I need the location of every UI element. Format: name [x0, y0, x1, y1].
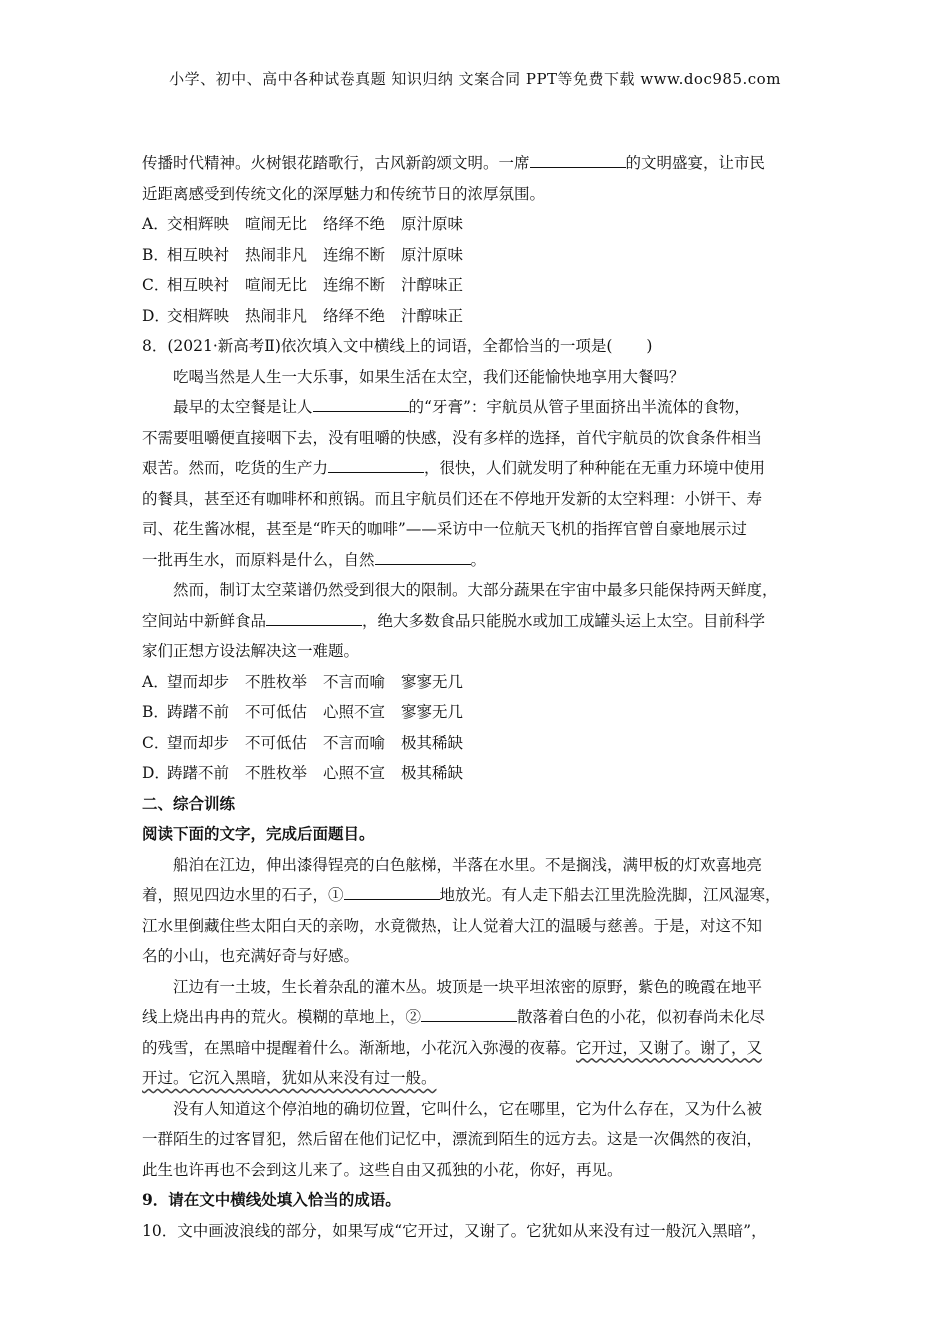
text-segment: ，绝大多数食品只能脱水或加工成罐头运上太空。目前科学: [362, 611, 766, 630]
option-word: 热闹非凡: [245, 306, 308, 325]
passage-para-3-line-3: 此生也许再也不会到这儿来了。这些自由又孤独的小花，你好，再见。: [142, 1160, 623, 1179]
q8-para-2-line-5: 司、花生酱冰棍，甚至是“昨天的咖啡”——采访中一位航天飞机的指挥官曾自豪地展示过: [142, 520, 747, 538]
text-segment: ，很快，人们就发明了种种能在无重力环境中使用: [424, 459, 766, 477]
option-word: 踌躇不前: [167, 703, 230, 721]
option-word: 望而却步: [167, 733, 230, 752]
text-segment: 艰苦。然而，吃货的生产力: [142, 459, 329, 477]
q7-option-a: [142, 209, 822, 240]
option-word: 喧闹无比: [245, 215, 308, 233]
q8-option-d: [142, 758, 822, 789]
text-segment: 空间站中新鲜食品: [142, 611, 267, 630]
reading-instruction: 阅读下面的文字，完成后面题目。: [142, 824, 375, 843]
option-word: 不言而喻: [323, 733, 386, 752]
option-label: D．: [142, 764, 170, 782]
option-label: C．: [142, 733, 170, 752]
option-word: 络绎不绝: [323, 215, 386, 233]
q8-options: [142, 667, 822, 789]
text-segment: 的“牙膏”：宇航员从管子里面挤出半流体的食物，: [408, 398, 750, 416]
passage-para-3-line-2: 一群陌生的过客冒犯，然后留在他们记忆中，漂流到陌生的远方去。这是一次偶然的夜泊，: [142, 1130, 763, 1148]
option-word: 交相辉映: [167, 306, 230, 325]
option-word: 极其稀缺: [401, 764, 464, 782]
q8-para-1: 吃喝当然是人生一大乐事，如果生活在太空，我们还能愉快地享用大餐吗？: [173, 367, 685, 386]
answer-blank: [421, 1007, 517, 1022]
question-9: 9．请在文中横线处填入恰当的成语。: [142, 1190, 401, 1209]
option-word: 不胜枚举: [245, 764, 308, 782]
q8-stem: [142, 331, 822, 362]
q7-passage-line-2: 近距离感受到传统文化的深厚魅力和传统节日的浓厚氛围。: [142, 184, 546, 203]
passage-para-2-line-4: [142, 1063, 822, 1094]
text-segment: 一批再生水，而原料是什么，自然: [142, 550, 375, 569]
question-10: 10．文中画波浪线的部分，如果写成“它开过，又谢了。它犹如从来没有过一般沉入黑暗”，: [142, 1221, 767, 1240]
q8-para-2-line-4: 的餐具，甚至还有咖啡杯和煎锅。而且宇航员们还在不停地开发新的太空料理：小饼干、寿: [142, 489, 763, 508]
q7-option-c: [142, 270, 822, 301]
option-word: 相互映衬: [167, 276, 230, 294]
section-title: 二、综合训练: [142, 793, 236, 813]
q8-option-b: [142, 697, 822, 728]
passage-para-1-line-2: [142, 880, 822, 911]
document-body: [142, 148, 822, 1246]
option-word: 不言而喻: [323, 672, 386, 691]
option-word: 喧闹无比: [245, 276, 308, 294]
option-word: 原汁原味: [401, 245, 464, 264]
passage-para-1-line-1: 船泊在江边，伸出漆得锃亮的白色舷梯，半落在水里。不是搁浅，满甲板的灯欢喜地亮: [173, 855, 763, 874]
option-word: 心照不宣: [323, 764, 386, 782]
text-segment: 8．(2021·新高考Ⅱ)依次填入文中横线上的词语，全都恰当的一项是(: [142, 337, 613, 355]
option-word: 连绵不断: [323, 245, 386, 264]
wavy-underlined-text: 它开过，又谢了。谢了，又: [576, 1038, 763, 1057]
q8-para-2-line-1: [142, 392, 822, 423]
q8-para-3-line-1: 然而，制订太空菜谱仍然受到很大的限制。大部分蔬果在宇宙中最多只能保持两天鲜度，: [173, 581, 778, 599]
q8-para-2-line-6: [142, 545, 822, 576]
answer-blank: [266, 611, 362, 626]
q8-para-3-line-3: 家们正想方设法解决这一难题。: [142, 642, 360, 660]
text-segment: ): [646, 337, 653, 355]
q7-option-d: [142, 301, 822, 332]
text-segment: 地放光。有人走下船去江里洗脸洗脚，江风湿寒，: [439, 886, 781, 904]
answer-blank: [313, 397, 409, 412]
option-word: 交相辉映: [167, 215, 230, 233]
option-word: 不可低估: [245, 703, 308, 721]
option-label: B．: [142, 703, 169, 721]
passage-para-3-line-1: 没有人知道这个停泊地的确切位置，它叫什么，它在哪里，它为什么存在，又为什么被: [173, 1099, 763, 1118]
option-word: 踌躇不前: [167, 764, 230, 782]
text-segment: 线上烧出冉冉的荒火。模糊的草地上，②: [142, 1008, 422, 1026]
option-word: 极其稀缺: [401, 733, 464, 752]
text-segment: 的残雪，在黑暗中提醒着什么。渐渐地，小花沉入弥漫的夜幕。: [142, 1038, 577, 1057]
q7-option-b: [142, 240, 822, 271]
option-label: B．: [142, 245, 169, 264]
option-word: 汁醇味正: [401, 276, 464, 294]
option-label: C．: [142, 276, 170, 294]
text-segment: 。: [470, 550, 487, 569]
option-word: 不可低估: [245, 733, 308, 752]
text-segment: 散落着白色的小花，似初春尚未化尽: [517, 1008, 766, 1026]
q7-options: [142, 209, 822, 331]
option-word: 原汁原味: [401, 215, 464, 233]
wavy-underlined-text: 开过。它沉入黑暗，犹如从来没有过一般。: [142, 1069, 437, 1087]
option-label: A．: [142, 215, 169, 233]
option-word: 寥寥无几: [401, 672, 464, 691]
passage-para-1-line-3: 江水里倒藏住些太阳白天的亲吻，水竟微热，让人觉着大江的温暖与慈善。于是，对这不知: [142, 916, 763, 935]
option-word: 汁醇味正: [401, 306, 464, 325]
q8-option-a: [142, 667, 822, 698]
text-segment: 传播时代精神。火树银花踏歌行，古风新韵颂文明。一席: [142, 154, 530, 172]
passage-para-2-line-1: 江边有一土坡，生长着杂乱的灌木丛。坡顶是一块平坦浓密的原野，紫色的晚霞在地平: [173, 977, 763, 996]
passage-para-2-line-3: [142, 1033, 822, 1064]
text-segment: 着，照见四边水里的石子，①: [142, 886, 344, 904]
q8-para-2-line-3: [142, 453, 822, 484]
answer-blank: [530, 153, 626, 168]
q8-option-c: [142, 728, 822, 759]
text-segment: 最早的太空餐是让人: [173, 398, 313, 416]
answer-blank: [375, 550, 471, 565]
answer-blank: [328, 458, 424, 473]
option-label: A．: [142, 672, 169, 691]
page-header: 小学、初中、高中各种试卷真题 知识归纳 文案合同 PPT等免费下载 www.doc985.com: [169, 70, 781, 88]
text-segment: 的文明盛宴，让市民: [625, 154, 766, 172]
q8-para-3-line-2: [142, 606, 822, 637]
option-word: 寥寥无几: [401, 703, 464, 721]
q7-passage-line-1: [142, 148, 822, 179]
passage-para-1-line-4: 名的小山，也充满好奇与好感。: [142, 947, 360, 965]
option-word: 络绎不绝: [323, 306, 386, 325]
option-word: 望而却步: [167, 672, 230, 691]
option-word: 相互映衬: [167, 245, 230, 264]
option-label: D．: [142, 306, 170, 325]
option-word: 连绵不断: [323, 276, 386, 294]
answer-blank: [344, 885, 440, 900]
q8-para-2-line-2: 不需要咀嚼便直接咽下去，没有咀嚼的快感，没有多样的选择，首代宇航员的饮食条件相当: [142, 428, 763, 447]
passage-para-2-line-2: [142, 1002, 822, 1033]
option-word: 心照不宣: [323, 703, 386, 721]
option-word: 不胜枚举: [245, 672, 308, 691]
option-word: 热闹非凡: [245, 245, 308, 264]
